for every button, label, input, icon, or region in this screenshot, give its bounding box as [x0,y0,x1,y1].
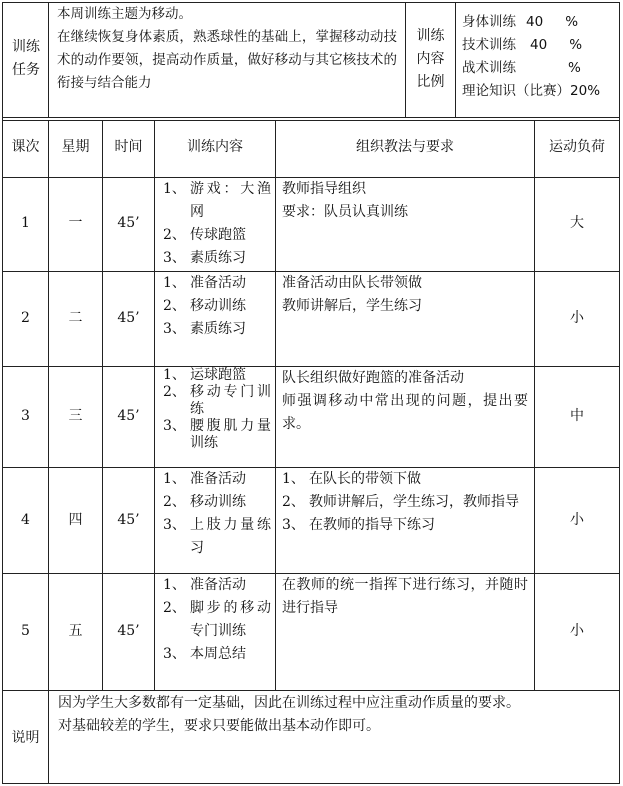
method-line: 教师指导组织 [282,181,366,197]
ratio-technique-value: 40 [530,37,548,53]
ratio-body [462,11,612,34]
row-2-weekday: 二 [68,310,83,326]
rule-header-bottom-1 [2,117,620,118]
list-item: 3、 腰腹肌力量训练 [163,418,271,451]
notes-line-1: 因为学生大多数都有一定基础，因此在训练过程中应注重动作质量的要求。 [58,695,520,711]
row-3-content [163,367,271,452]
row-3-time: 45’ [117,408,140,424]
list-item: 2、 脚步的移动专门训练 [163,600,271,639]
list-item: 3、 本周总结 [163,646,246,662]
ratio-theory-value: 20 [570,83,588,99]
row-5-time: 45’ [117,623,140,639]
list-item: 1、 运球跑篮 [163,367,246,383]
list-item: 3、 素质练习 [163,250,246,266]
list-item: 2、 传球跑篮 [163,227,246,243]
row-3-method [282,367,528,436]
row-1-load: 大 [570,215,584,231]
row-4-time: 45’ [117,512,140,528]
list-item: 1、 准备活动 [163,577,246,593]
row-4-weekday: 四 [68,512,83,528]
ratio-theory [462,80,622,103]
row-5-lesson: 5 [21,623,30,639]
row-4-content [163,468,271,560]
list-item: 3、 上肢力量练习 [163,517,271,556]
ratio-theory-name: 理论知识（比赛） [462,83,570,99]
list-item: 1、 准备活动 [163,275,246,291]
row-2-load: 小 [570,310,584,326]
row-5-weekday: 五 [68,623,83,639]
method-line: 在教师的统一指挥下进行练习，并随时进行指导 [282,577,528,616]
notes-line-2: 对基础较差的学生，要求只要能做出基本动作即可。 [58,718,380,734]
row-1-method [282,178,528,224]
row-5-method [282,574,528,620]
notes-label: 说明 [11,730,40,746]
method-line: 师强调移动中常出现的问题，提出要求。 [282,393,528,432]
task-label: 训练 任务 [12,39,40,78]
ratio-list [462,11,617,103]
ratio-technique [462,34,612,57]
rule-header-v1 [48,2,49,118]
ratio-technique-name: 技术训练 [462,37,516,53]
task-theme-title: 本周训练主题为移动。 [57,6,192,22]
col-header-time: 时间 [114,139,143,155]
row-5-load: 小 [570,623,584,639]
row-3-weekday: 三 [68,408,83,424]
ratio-body-unit: % [565,14,579,30]
row-5-content [163,574,271,666]
list-item: 2、 移动训练 [163,298,246,314]
row-4-method [282,468,528,537]
rule-bottom [2,783,620,784]
method-line: 准备活动由队长带领做 [282,275,422,291]
row-2-method [282,272,528,318]
col-header-load: 运动负荷 [549,139,605,155]
ratio-body-value: 40 [526,14,544,30]
col-header-content: 训练内容 [187,139,243,155]
row-4-load: 小 [570,512,584,528]
col-header-weekday: 星期 [61,139,90,155]
row-1-weekday: 一 [68,215,83,231]
list-item: 1、 准备活动 [163,471,246,487]
row-1-lesson: 1 [21,215,30,231]
rule-header-v3 [455,2,456,118]
list-item: 3、 素质练习 [163,321,246,337]
list-item: 2、 移动专门训练 [163,384,271,417]
task-theme-description: 在继续恢复身体素质，熟悉球性的基础上，掌握移动动技术的动作要领，提高动作质量，做好移动与其它核技术的衔接与结合能力 [57,29,397,91]
row-4-lesson: 4 [21,512,30,528]
ratio-label: 训练 内容 比例 [416,28,445,90]
row-3-lesson: 3 [21,408,30,424]
row-2-time: 45’ [117,310,140,326]
rule-row5-bottom [2,690,620,691]
method-line: 要求：队员认真训练 [282,204,408,220]
row-1-content [163,178,271,270]
list-item: 1、 游戏：大渔网 [163,181,271,220]
ratio-tactics-unit: % [568,60,581,76]
ratio-tactics-name: 战术训练 [462,60,516,76]
row-1-time: 45’ [117,215,140,231]
col-header-lesson: 课次 [11,139,40,155]
row-2-content [163,272,271,341]
method-line: 教师讲解后，学生练习 [282,298,422,314]
method-line: 队长组织做好跑篮的准备活动 [282,370,464,386]
ratio-theory-unit: % [587,83,601,99]
list-item: 1、 在队长的带领下做 [282,471,421,487]
row-3-load: 中 [570,408,584,424]
list-item: 3、 在教师的指导下练习 [282,517,435,533]
rule-col-4 [275,120,276,691]
ratio-tactics [462,57,612,80]
list-item: 2、 教师讲解后，学生练习，教师指导 [282,494,519,510]
ratio-body-name: 身体训练 [462,14,516,30]
rule-col-3 [154,120,155,691]
list-item: 2、 移动训练 [163,494,246,510]
col-header-method: 组织教法与要求 [356,139,454,155]
rule-header-bottom-2 [2,120,620,121]
ratio-technique-unit: % [569,37,583,53]
row-2-lesson: 2 [21,310,30,326]
